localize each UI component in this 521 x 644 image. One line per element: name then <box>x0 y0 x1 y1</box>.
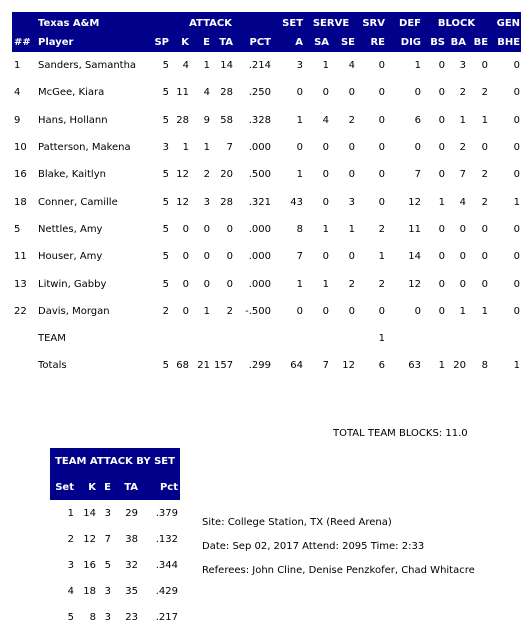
column-header-row <box>12 32 521 52</box>
cell-pct: .217 <box>155 611 179 623</box>
cell-bhe: 1 <box>513 196 521 208</box>
cell-e: 4 <box>203 87 210 99</box>
cell-num: 9 <box>14 114 21 126</box>
cell-se: 0 <box>348 142 356 154</box>
cell-sa: 1 <box>322 223 330 235</box>
cell-a: 64 <box>290 360 304 372</box>
cell-be: 2 <box>481 196 489 208</box>
cell-bs: 0 <box>438 114 446 126</box>
cell-player: Blake, Kaitlyn <box>38 169 106 181</box>
cell-ta: 32 <box>125 559 138 571</box>
cell-be: 8 <box>481 360 489 372</box>
cell-ta: 0 <box>226 278 233 290</box>
cell-bhe: 0 <box>513 87 521 99</box>
cell-bhe: 0 <box>513 251 521 263</box>
cell-ba: 7 <box>459 169 467 181</box>
table-row <box>50 526 180 552</box>
cell-re: 6 <box>378 360 386 372</box>
cell-k: 14 <box>83 507 96 519</box>
cell-a: 8 <box>296 223 304 235</box>
cell-sp: 5 <box>162 169 169 181</box>
cell-sa: 0 <box>322 142 330 154</box>
cell-e: 2 <box>203 169 210 181</box>
cell-ta: 20 <box>220 169 233 181</box>
cell-ta: 23 <box>125 611 138 623</box>
cell-pct <box>235 325 273 352</box>
cell-k: 0 <box>182 305 189 317</box>
cell-dig: 12 <box>408 196 422 208</box>
col-header: TA <box>212 32 235 52</box>
cell-num: 1 <box>14 60 21 72</box>
cell-be: 0 <box>481 142 489 154</box>
team-name: Texas A&M <box>36 12 148 32</box>
cell-ta: 2 <box>226 305 233 317</box>
cell-num <box>12 325 36 352</box>
attack-title-row <box>50 448 180 474</box>
cell-sp: 5 <box>162 60 169 72</box>
cell-se: 3 <box>348 196 356 208</box>
table-row <box>50 552 180 578</box>
cell-player: Totals <box>38 360 67 372</box>
cell-sa: 1 <box>322 60 330 72</box>
cell-k: 12 <box>83 533 96 545</box>
cell-re: 0 <box>378 142 386 154</box>
cell-num: 13 <box>14 278 27 290</box>
cell-sp: 5 <box>162 278 169 290</box>
cell-player: Nettles, Amy <box>38 223 103 235</box>
col-header: E <box>98 474 113 500</box>
cell-num: 4 <box>14 87 21 99</box>
cell-bhe: 0 <box>513 305 521 317</box>
cell-ta: 0 <box>226 251 233 263</box>
cell-pct: .000 <box>248 142 272 154</box>
cell-ba: 20 <box>453 360 467 372</box>
cell-ba: 0 <box>459 251 467 263</box>
cell-a: 1 <box>296 114 304 126</box>
col-header: E <box>191 32 212 52</box>
cell-bs: 0 <box>438 142 446 154</box>
table-row <box>12 134 521 161</box>
cell-re: 0 <box>378 114 386 126</box>
cell-num: 5 <box>14 223 21 235</box>
cell-bs: 0 <box>438 305 446 317</box>
cell-set: 2 <box>67 533 74 545</box>
table-row <box>12 107 521 134</box>
cell-dig: 12 <box>408 278 422 290</box>
cell-bhe: 0 <box>513 114 521 126</box>
cell-e: 1 <box>203 305 210 317</box>
group-serve: SERVE <box>305 12 357 32</box>
cell-sp: 2 <box>162 305 169 317</box>
cell-e: 9 <box>203 114 210 126</box>
cell-be: 1 <box>481 305 489 317</box>
cell-se: 12 <box>342 360 356 372</box>
cell-dig: 7 <box>414 169 422 181</box>
game-referees: Referees: John Cline, Denise Penzkofer, Chad Whitacre <box>202 565 475 576</box>
cell-pct: .214 <box>248 60 272 72</box>
col-header: SA <box>305 32 331 52</box>
cell-re: 0 <box>378 196 386 208</box>
cell-e: 3 <box>104 585 111 597</box>
cell-sa: 7 <box>322 360 330 372</box>
cell-sp <box>148 325 171 352</box>
cell-ta: 7 <box>226 142 233 154</box>
cell-k: 16 <box>83 559 96 571</box>
col-header: SP <box>148 32 171 52</box>
cell-ta: 157 <box>214 360 234 372</box>
col-header: K <box>76 474 98 500</box>
cell-se: 4 <box>348 60 356 72</box>
cell-ta: 58 <box>220 114 233 126</box>
cell-ba: 1 <box>459 114 467 126</box>
cell-a: 0 <box>296 87 304 99</box>
cell-pct: .344 <box>155 559 179 571</box>
cell-e: 21 <box>197 360 210 372</box>
table-row <box>12 216 521 243</box>
cell-bs: 0 <box>438 223 446 235</box>
cell-a: 7 <box>296 251 304 263</box>
cell-a: 3 <box>296 60 304 72</box>
cell-player: Sanders, Samantha <box>38 60 137 72</box>
cell-player: Houser, Amy <box>38 251 103 263</box>
cell-bs: 0 <box>438 278 446 290</box>
col-header: TA <box>113 474 140 500</box>
cell-sp: 5 <box>162 360 169 372</box>
cell-sa: 0 <box>322 87 330 99</box>
col-header: Set <box>50 474 76 500</box>
cell-pct: .132 <box>155 533 179 545</box>
cell-ba: 0 <box>459 223 467 235</box>
attack-by-set-title: TEAM ATTACK BY SET <box>50 448 180 474</box>
col-header: BHE <box>490 32 521 52</box>
cell-ta: 0 <box>226 223 233 235</box>
game-date: Date: Sep 02, 2017 Attend: 2095 Time: 2:33 <box>202 541 425 552</box>
cell-pct: .328 <box>248 114 272 126</box>
cell-sa: 1 <box>322 278 330 290</box>
cell-bhe: 0 <box>513 169 521 181</box>
cell-dig <box>387 325 423 352</box>
group-attack: ATTACK <box>148 12 273 32</box>
group-set: SET <box>273 12 305 32</box>
cell-player: McGee, Kiara <box>38 87 105 99</box>
cell-player: Davis, Morgan <box>38 305 110 317</box>
table-row <box>12 325 521 352</box>
cell-k <box>171 325 191 352</box>
cell-ta: 35 <box>125 585 138 597</box>
cell-e: 3 <box>104 507 111 519</box>
cell-dig: 6 <box>414 114 422 126</box>
cell-set: 4 <box>67 585 74 597</box>
cell-num: 22 <box>14 305 27 317</box>
cell-e: 5 <box>104 559 111 571</box>
group-gen: GEN <box>490 12 521 32</box>
cell-a: 1 <box>296 278 304 290</box>
cell-k: 12 <box>176 196 189 208</box>
cell-set: 5 <box>67 611 74 623</box>
col-header: K <box>171 32 191 52</box>
cell-re: 0 <box>378 87 386 99</box>
cell-bs: 0 <box>438 251 446 263</box>
cell-be: 0 <box>481 223 489 235</box>
team-attack-by-set-table <box>50 448 180 630</box>
cell-bs: 0 <box>438 60 446 72</box>
cell-sa: 0 <box>322 169 330 181</box>
cell-bhe: 0 <box>513 223 521 235</box>
col-header: A <box>273 32 305 52</box>
cell-player: Litwin, Gabby <box>38 278 107 290</box>
cell-be: 2 <box>481 87 489 99</box>
table-row <box>12 79 521 106</box>
col-header: Pct <box>140 474 180 500</box>
cell-e: 1 <box>203 142 210 154</box>
cell-se: 1 <box>348 223 356 235</box>
cell-pct: .379 <box>155 507 179 519</box>
cell-k: 18 <box>83 585 96 597</box>
col-header: RE <box>357 32 387 52</box>
cell-sp: 5 <box>162 114 169 126</box>
cell-sa: 0 <box>322 251 330 263</box>
cell-a: 0 <box>296 305 304 317</box>
group-srv: SRV <box>357 12 387 32</box>
cell-bhe: 0 <box>513 142 521 154</box>
cell-e: 0 <box>203 223 210 235</box>
cell-k: 28 <box>176 114 189 126</box>
cell-ta: 28 <box>220 196 233 208</box>
cell-bhe: 1 <box>513 360 521 372</box>
cell-num: 11 <box>14 251 27 263</box>
cell-pct: .250 <box>248 87 272 99</box>
cell-ba: 1 <box>459 305 467 317</box>
cell-e: 0 <box>203 251 210 263</box>
box-score-table <box>12 12 521 380</box>
cell-sa: 0 <box>322 196 330 208</box>
cell-se: 2 <box>348 278 356 290</box>
game-site: Site: College Station, TX (Reed Arena) <box>202 517 392 528</box>
cell-dig: 0 <box>414 87 422 99</box>
table-row <box>12 298 521 325</box>
cell-ta: 29 <box>125 507 138 519</box>
cell-be: 0 <box>481 251 489 263</box>
cell-re: 1 <box>378 251 386 263</box>
cell-sp: 3 <box>162 142 169 154</box>
cell-se <box>331 325 357 352</box>
cell-be: 2 <box>481 169 489 181</box>
cell-a <box>273 325 305 352</box>
cell-se: 0 <box>348 305 356 317</box>
cell-num: 10 <box>14 142 27 154</box>
group-block: BLOCK <box>423 12 490 32</box>
cell-e: 0 <box>203 278 210 290</box>
cell-a: 1 <box>296 169 304 181</box>
cell-dig: 0 <box>414 142 422 154</box>
cell-re: 1 <box>378 333 386 345</box>
cell-k: 68 <box>176 360 189 372</box>
cell-be: 0 <box>481 278 489 290</box>
cell-pct: .299 <box>248 360 272 372</box>
cell-bhe: 0 <box>513 60 521 72</box>
group-header-row <box>12 12 521 32</box>
cell-ba: 4 <box>459 196 467 208</box>
col-header: BS <box>423 32 447 52</box>
cell-player: Patterson, Makena <box>38 142 131 154</box>
cell-k: 0 <box>182 223 189 235</box>
cell-re: 2 <box>378 278 386 290</box>
cell-bs: 1 <box>438 196 446 208</box>
cell-be <box>468 325 490 352</box>
cell-pct: .000 <box>248 278 272 290</box>
cell-dig: 14 <box>408 251 422 263</box>
col-header: ## <box>12 32 36 52</box>
cell-sa: 0 <box>322 305 330 317</box>
cell-k: 4 <box>182 60 189 72</box>
cell-be: 0 <box>481 60 489 72</box>
cell-re: 2 <box>378 223 386 235</box>
table-row <box>50 578 180 604</box>
cell-pct: -.500 <box>245 305 272 317</box>
cell-sp: 5 <box>162 196 169 208</box>
cell-k: 0 <box>182 251 189 263</box>
cell-bs <box>423 325 447 352</box>
cell-a: 43 <box>290 196 304 208</box>
cell-re: 0 <box>378 305 386 317</box>
cell-ba: 0 <box>459 278 467 290</box>
cell-se: 2 <box>348 114 356 126</box>
cell-e: 1 <box>203 60 210 72</box>
cell-pct: .000 <box>248 251 272 263</box>
table-row <box>50 604 180 630</box>
table-row <box>12 161 521 188</box>
cell-pct: .429 <box>155 585 179 597</box>
cell-ba <box>447 325 468 352</box>
cell-k: 0 <box>182 278 189 290</box>
cell-be: 1 <box>481 114 489 126</box>
cell-sp: 5 <box>162 251 169 263</box>
cell-bs: 1 <box>438 360 446 372</box>
cell-k: 8 <box>89 611 96 623</box>
col-header: DIG <box>387 32 423 52</box>
total-team-blocks: TOTAL TEAM BLOCKS: 11.0 <box>333 428 468 439</box>
cell-num <box>12 352 36 379</box>
cell-ba: 3 <box>459 60 467 72</box>
cell-se: 0 <box>348 251 356 263</box>
cell-re: 0 <box>378 60 386 72</box>
cell-sa <box>305 325 331 352</box>
cell-sp: 5 <box>162 87 169 99</box>
col-header: BE <box>468 32 490 52</box>
cell-ba: 2 <box>459 87 467 99</box>
cell-bhe <box>490 325 521 352</box>
cell-e: 7 <box>104 533 111 545</box>
cell-bs: 0 <box>438 87 446 99</box>
cell-dig: 11 <box>408 223 422 235</box>
cell-player: TEAM <box>38 333 66 345</box>
cell-sa: 4 <box>322 114 330 126</box>
col-header: Player <box>36 32 148 52</box>
table-row <box>12 52 521 79</box>
cell-pct: .500 <box>248 169 272 181</box>
table-row <box>12 188 521 215</box>
cell-player: Conner, Camille <box>38 196 118 208</box>
table-row <box>12 243 521 270</box>
cell-num: 18 <box>14 196 27 208</box>
cell-set: 3 <box>67 559 74 571</box>
cell-ta: 14 <box>220 60 233 72</box>
cell-dig: 0 <box>414 305 422 317</box>
cell-ta: 28 <box>220 87 233 99</box>
cell-ba: 2 <box>459 142 467 154</box>
col-header: SE <box>331 32 357 52</box>
cell-e: 3 <box>203 196 210 208</box>
group-def: DEF <box>387 12 423 32</box>
col-header: PCT <box>235 32 273 52</box>
cell-pct: .000 <box>248 223 272 235</box>
attack-header-row <box>50 474 180 500</box>
cell-num: 16 <box>14 169 27 181</box>
cell-se: 0 <box>348 169 356 181</box>
cell-e: 3 <box>104 611 111 623</box>
cell-k: 12 <box>176 169 189 181</box>
cell-re: 0 <box>378 169 386 181</box>
cell-bs: 0 <box>438 169 446 181</box>
cell-ta: 38 <box>125 533 138 545</box>
col-header: BA <box>447 32 468 52</box>
cell-pct: .321 <box>248 196 272 208</box>
cell-se: 0 <box>348 87 356 99</box>
cell-dig: 63 <box>408 360 422 372</box>
table-row <box>12 352 521 379</box>
cell-k: 11 <box>176 87 189 99</box>
table-row <box>50 500 180 526</box>
cell-a: 0 <box>296 142 304 154</box>
cell-sp: 5 <box>162 223 169 235</box>
cell-dig: 1 <box>414 60 422 72</box>
cell-ta <box>212 325 235 352</box>
cell-e <box>191 325 212 352</box>
table-row <box>12 270 521 297</box>
cell-set: 1 <box>67 507 74 519</box>
cell-bhe: 0 <box>513 278 521 290</box>
cell-player: Hans, Hollann <box>38 114 108 126</box>
cell-k: 1 <box>182 142 189 154</box>
